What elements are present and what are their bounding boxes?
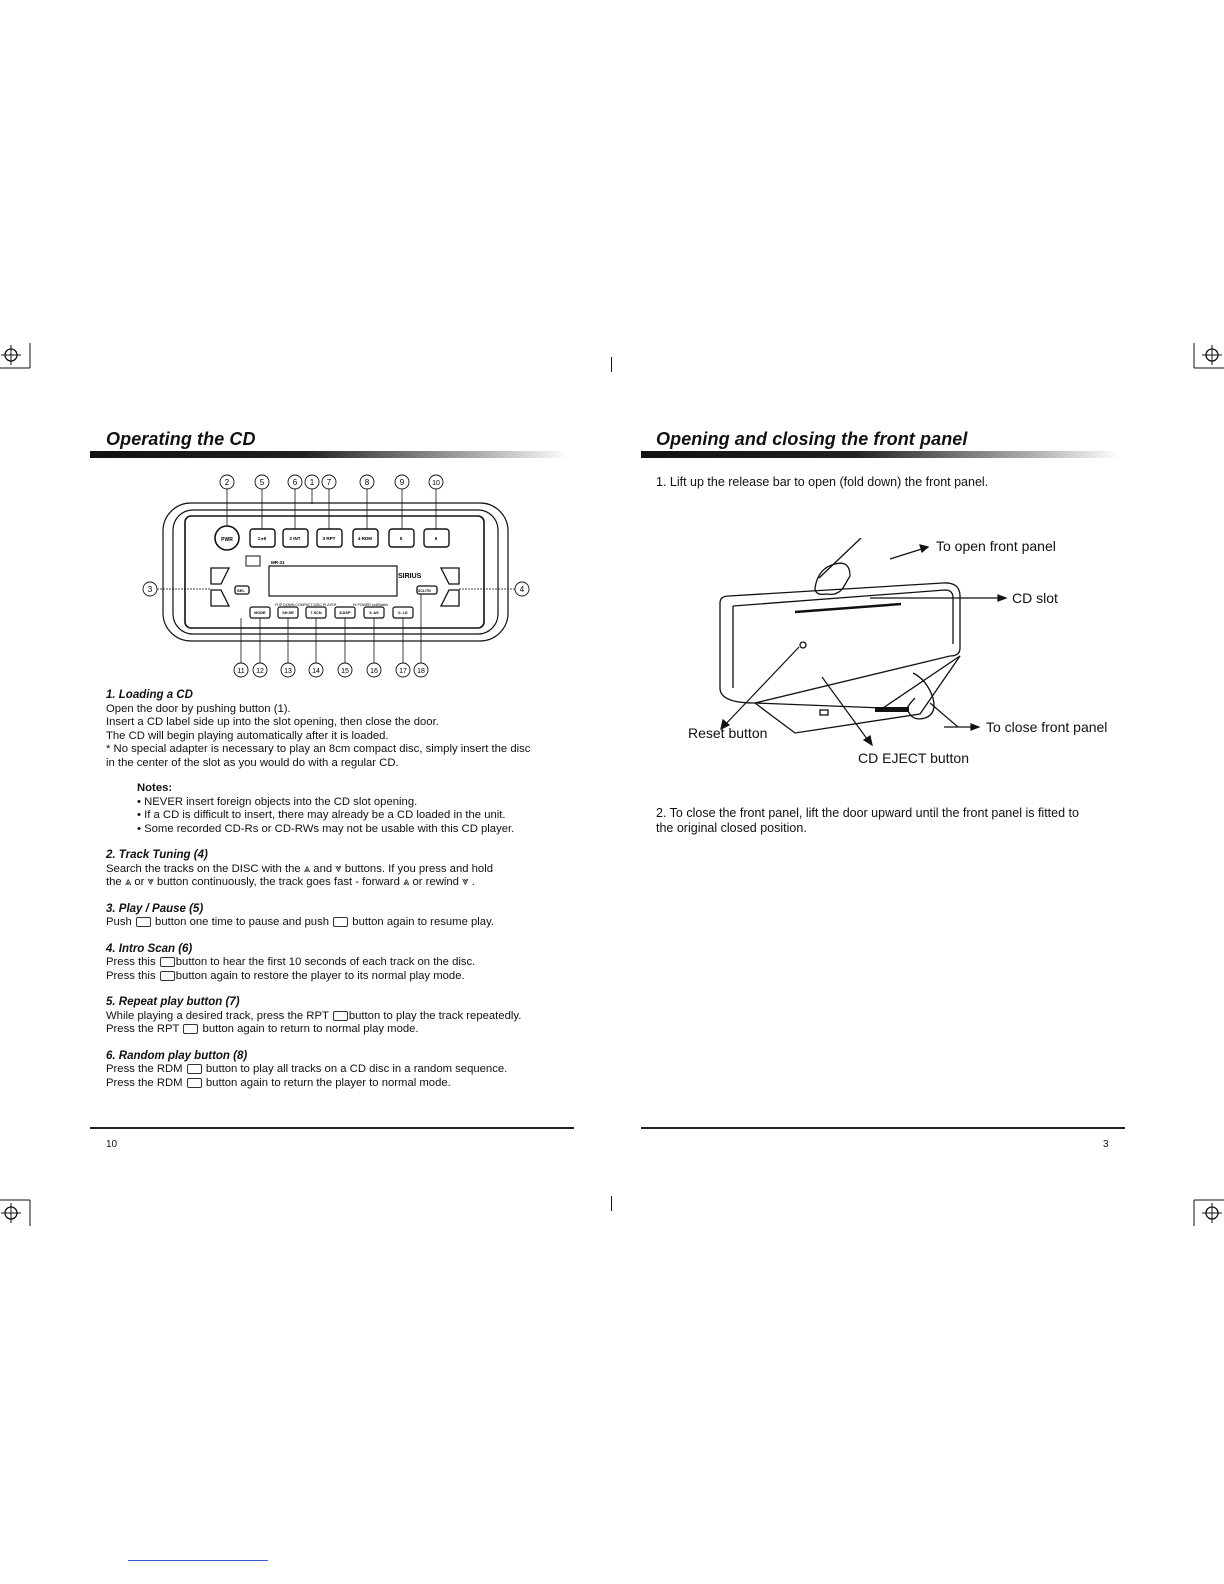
radio-faceplate-diagram <box>125 470 545 685</box>
callout-4: 4 <box>519 585 525 594</box>
step-2-text <box>656 806 1079 836</box>
play-pause-button-icon <box>136 917 151 927</box>
callout-16: 16 <box>370 668 378 675</box>
sirius-logo: SIRIUS <box>398 573 422 580</box>
int-button-icon <box>160 971 175 981</box>
section-5-title: 5. Repeat play button (7) <box>106 996 240 1008</box>
button-1-label: 1 ▸II <box>257 536 267 541</box>
callout-1: 1 <box>309 478 315 487</box>
sel-label: SEL <box>237 588 245 593</box>
ld-label: 0. LD <box>398 611 408 615</box>
button-5-label: 5 <box>399 536 403 541</box>
button-6-label: 6 <box>434 536 438 541</box>
label-cd-eject-button: CD EJECT button <box>858 750 970 766</box>
callout-5: 5 <box>259 478 265 487</box>
rdm-button-icon <box>187 1064 202 1074</box>
section-1-line-3: The CD will begin playing automatically after it is loaded. <box>106 729 389 742</box>
rdm-button-icon <box>187 1078 202 1088</box>
right-footer-rule <box>641 1127 1125 1129</box>
left-up-button <box>211 568 229 584</box>
step-1-text: 1. Lift up the release bar to open (fold down) the front panel. <box>656 475 989 489</box>
faceplate-outer-frame <box>163 503 508 641</box>
dsp-label: 8.DSP <box>339 611 351 615</box>
display-window <box>269 566 397 596</box>
as-label: 9. AS <box>369 611 379 615</box>
callout-12: 12 <box>256 668 264 675</box>
panel-caption: FLIP DOWN COMPACT DISC PLAYER <box>275 603 337 607</box>
callout-15: 15 <box>341 668 349 675</box>
section-1-title: 1. Loading a CD <box>106 689 193 701</box>
callout-10: 10 <box>432 480 440 487</box>
model-label: MR-31 <box>271 560 285 565</box>
section-1-line-5: in the center of the slot as you would do with a regular CD. <box>106 756 399 769</box>
scl-label: SCL/TN <box>418 589 431 593</box>
callout-3: 3 <box>147 585 153 594</box>
right-up-button <box>441 568 459 584</box>
callout-18: 18 <box>417 668 425 675</box>
pwr-label: PWR <box>221 537 233 543</box>
left-down-button <box>211 590 229 606</box>
section-4-line-1: Press this button to hear the first 10 seconds of each track on the disc. <box>106 956 476 968</box>
section-3-line-1: Push button one time to pause and push button again to resume play. <box>106 916 495 928</box>
callout-14: 14 <box>312 668 320 675</box>
step-2-line-1: 2. To close the front panel, lift the door upward until the front panel is fitted to <box>656 806 1079 820</box>
callout-13: 13 <box>284 668 292 675</box>
button-3-label: 3 RPT <box>322 536 336 541</box>
right-title-bar <box>641 451 1119 458</box>
section-4-line-2: Press this button again to restore the player to its normal play mode. <box>106 969 465 982</box>
registration-mark-bottom-right <box>1188 1196 1224 1226</box>
scn-label: 7.SCN <box>310 611 322 615</box>
right-down-button <box>441 590 459 606</box>
section-5-line-1: While playing a desired track, press the RPT button to play the track repeatedly. <box>106 1009 522 1022</box>
right-page-title: Opening and closing the front panel <box>656 429 968 449</box>
rpt-button-icon <box>333 1011 348 1021</box>
left-footer-rule <box>90 1127 574 1129</box>
callout-11: 11 <box>237 668 245 675</box>
section-5-line-2: Press the RPT button again to return to normal play mode. <box>106 1023 419 1035</box>
section-4-title: 4. Intro Scan (6) <box>106 942 193 955</box>
callout-2: 2 <box>224 478 230 487</box>
notes-heading: Notes: <box>137 782 173 794</box>
label-open-front-panel: To open front panel <box>936 538 1056 554</box>
left-title-bar <box>90 451 568 458</box>
section-1-line-2: Insert a CD label side up into the slot opening, then close the door. <box>106 716 439 728</box>
note-3: • Some recorded CD-Rs or CD-RWs may not be usable with this CD player. <box>137 822 515 835</box>
section-1-line-4: * No special adapter is necessary to play an 8cm compact disc, simply insert the disc <box>106 743 531 755</box>
label-reset-button: Reset button <box>688 725 768 741</box>
section-3-title: 3. Play / Pause (5) <box>106 902 204 915</box>
int-button-icon <box>160 957 175 967</box>
center-tick-top <box>611 357 612 372</box>
section-2-line-2: the ⩓ or ⩔ button continuously, the track goes fast - forward ⩓ or rewind ⩔ . <box>106 876 475 888</box>
note-1: • NEVER insert foreign objects into the CD slot opening. <box>137 795 418 808</box>
label-close-front-panel: To close front panel <box>986 719 1108 735</box>
center-tick-bottom <box>611 1196 612 1211</box>
section-2-title: 2. Track Tuning (4) <box>106 849 208 861</box>
registration-mark-top-left <box>0 343 36 373</box>
callout-6: 6 <box>292 478 298 487</box>
section-6-line-1: Press the RDM button to play all tracks on a CD disc in a random sequence. <box>106 1063 508 1075</box>
bottom-link-line <box>128 1560 268 1561</box>
left-page-title: Operating the CD <box>106 429 256 449</box>
note-2: • If a CD is difficult to insert, there may already be a CD loaded in the unit. <box>137 809 506 821</box>
right-page-number: 3 <box>1103 1139 1109 1150</box>
mode-label: MODE <box>254 611 266 615</box>
shsr-label: SH.SR <box>282 611 294 615</box>
left-page-number: 10 <box>106 1139 118 1150</box>
play-pause-button-icon <box>333 917 348 927</box>
section-6-line-2: Press the RDM button again to return the player to normal mode. <box>106 1076 451 1089</box>
section-1-line-1: Open the door by pushing button (1). <box>106 702 291 715</box>
callout-7: 7 <box>326 478 332 487</box>
button-4-label: 4 RDM <box>357 536 373 541</box>
button-2-label: 2 INT <box>289 536 301 541</box>
section-2-line-1: Search the tracks on the DISC with the ⩓ and ⩔ buttons. If you press and hold <box>106 862 494 875</box>
step-2-line-2: the original closed position. <box>656 821 807 835</box>
label-cd-slot: CD slot <box>1012 590 1058 606</box>
notes-block <box>137 782 576 836</box>
brand-logo <box>246 556 260 566</box>
callout-9: 9 <box>399 478 405 487</box>
power-caption: HI POWER 4x45Watts <box>353 603 389 607</box>
left-body <box>106 689 576 1090</box>
rpt-button-icon <box>183 1024 198 1034</box>
registration-mark-top-right <box>1188 343 1224 373</box>
callout-17: 17 <box>399 668 407 675</box>
section-6-title: 6. Random play button (8) <box>106 1049 248 1062</box>
callout-8: 8 <box>364 478 370 487</box>
registration-mark-bottom-left <box>0 1196 36 1226</box>
